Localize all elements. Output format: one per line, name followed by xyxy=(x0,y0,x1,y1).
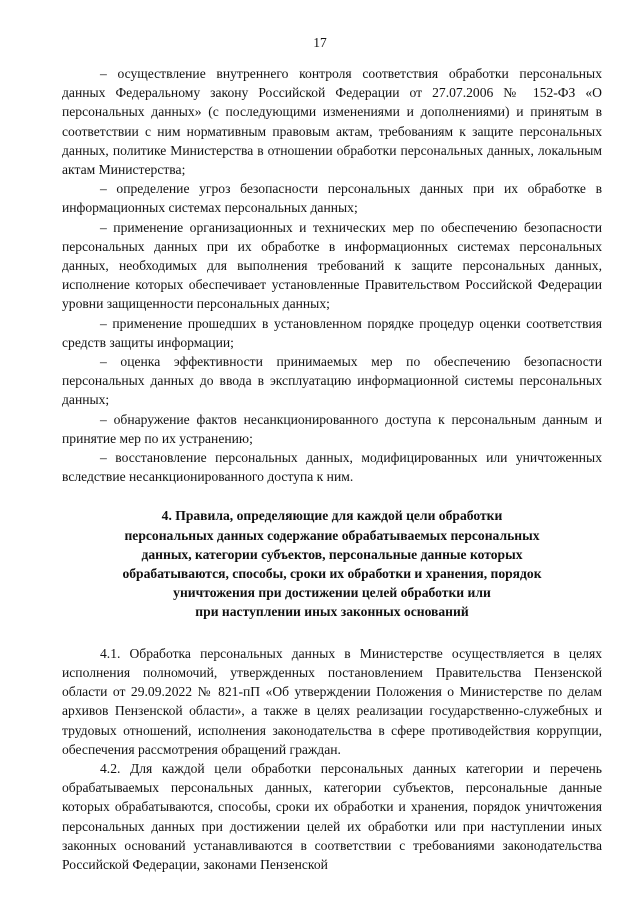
list-item: – осуществление внутреннего контроля соответствия обработки персональных данных Федеральному закону Российской Федерации от 27.07.2006 № 152-ФЗ «О персональных данных» (с последующими изменениями и дополнениями) и принятым в соответствии с ним нормативным правовым актам, требованиям к защите персональных данных, политике Министерства в отношении обработки персональных данных, локальным актам Министерства; xyxy=(62,66,602,178)
list-item: – применение прошедших в установленном порядке процедур оценки соответствия средств защиты информации; xyxy=(62,315,602,350)
list-item: – определение угроз безопасности персональных данных при их обработке в информационных системах персональных данных; xyxy=(62,181,602,216)
section-heading-line: данных, категории субъектов, персональные данные которых xyxy=(141,546,523,562)
section-heading-line: персональных данных содержание обрабатываемых персональных xyxy=(124,527,540,543)
list-item: – восстановление персональных данных, модифицированных или уничтоженных вследствие несанкционированного доступа к ним. xyxy=(62,450,602,485)
list-item: – оценка эффективности принимаемых мер по обеспечению безопасности персональных данных до ввода в эксплуатацию информационной системы персональных данных; xyxy=(62,354,602,408)
page-content xyxy=(62,64,602,874)
list-item: – применение организационных и технических мер по обеспечению безопасности персональных данных при их обработке в информационных системах персональных данных, необходимых для выполнения требований к защите персональных данных, исполнение которых обеспечивает установленные Правительством Российской Федерации уровни защищенности персональных данных; xyxy=(62,219,602,312)
section-heading-line: уничтожения при достижении целей обработки или xyxy=(173,585,491,601)
section-heading-line: при наступлении иных законных оснований xyxy=(195,604,469,620)
section-heading-line: 4. Правила, определяющие для каждой цели обработки xyxy=(161,508,503,524)
list-item: – обнаружение фактов несанкционированного доступа к персональным данным и принятие мер по их устранению; xyxy=(62,411,602,446)
section-heading xyxy=(62,506,602,621)
paragraph-4-1: 4.1. Обработка персональных данных в Министерстве осуществляется в целях исполнения полномочий, утвержденных постановлением Правительства Пензенской области от 29.09.2022 № 821-пП «Об утверждении Положения о Министерстве по делам архивов Пензенской области», а также в целях реализации государственно-служебных и трудовых отношений, исполнения законодательства в сфере противодействия коррупции, обеспечения рассмотрения обращений граждан. xyxy=(62,645,602,757)
paragraph-4-2: 4.2. Для каждой цели обработки персональных данных категории и перечень обрабатываемых персональных данных, категории субъектов, персональные данные которых обрабатываются, способы, сроки их обработки и хранения, порядок уничтожения персональных данных при достижении целей их обработки или при наступлении иных законных оснований устанавливаются в соответствии с требованиями законодательства Российской Федерации, законами Пензенской xyxy=(62,760,602,872)
page-number: 17 xyxy=(313,35,327,50)
section-heading-line: обрабатываются, способы, сроки их обработки и хранения, порядок xyxy=(122,566,542,582)
